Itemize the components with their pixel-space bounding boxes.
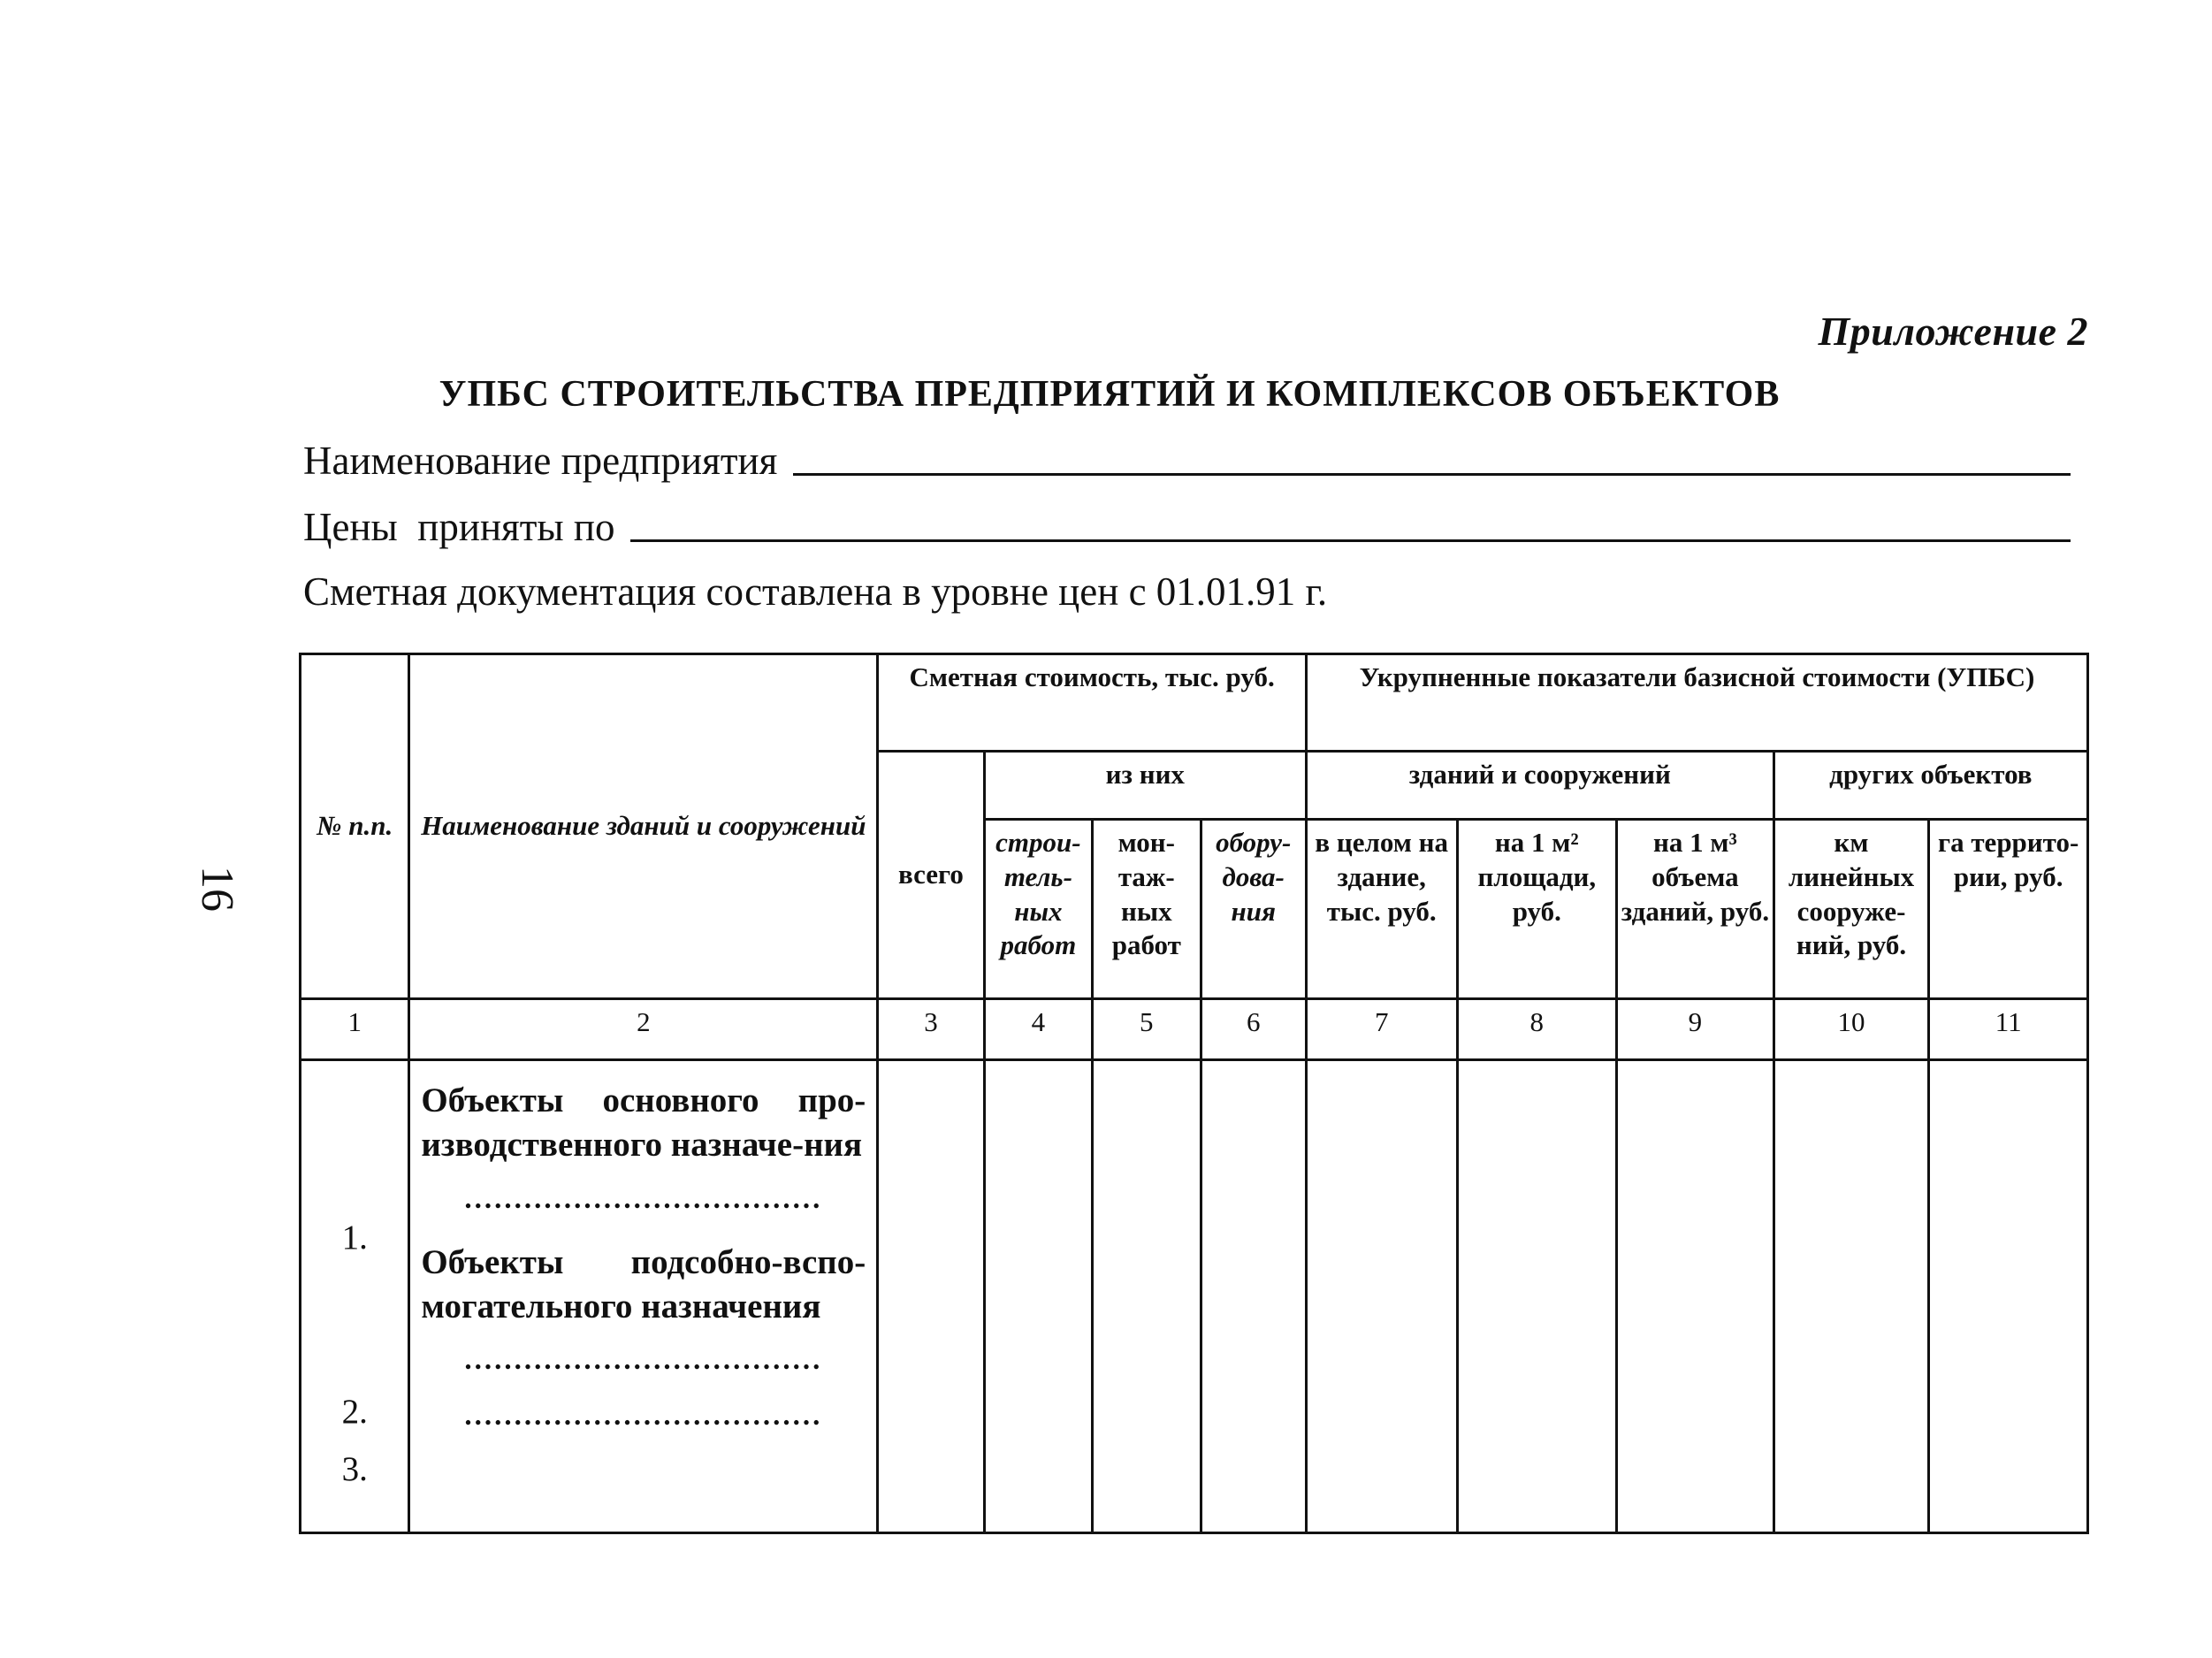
prices-field: [303, 504, 2071, 550]
column-number: 10: [1773, 999, 1929, 1060]
estimate-note-text: Сметная документация составлена в уровне цен с 01.01.91 г.: [303, 569, 1328, 614]
section-title-auxiliary: Объекты подсобно-вспо-могательного назначения: [421, 1242, 866, 1326]
header-per-km: км линейных сооруже-ний, руб.: [1773, 820, 1929, 999]
column-number: 9: [1617, 999, 1774, 1060]
prices-blank[interactable]: [630, 539, 2071, 542]
row-2-placeholder[interactable]: ....................................: [464, 1344, 823, 1377]
table-cell[interactable]: [1093, 1060, 1201, 1533]
document-title: УПБС СТРОИТЕЛЬСТВА ПРЕДПРИЯТИЙ И КОМПЛЕКСОВ ОБЪЕКТОВ: [439, 374, 1781, 415]
column-number: 2: [409, 999, 878, 1060]
names-cell: [409, 1060, 878, 1533]
estimate-note: [303, 569, 2071, 615]
row-3-placeholder[interactable]: ....................................: [464, 1400, 823, 1433]
table-cell[interactable]: [1201, 1060, 1306, 1533]
row-1-placeholder[interactable]: ....................................: [464, 1182, 823, 1215]
enterprise-name-field: [303, 438, 2071, 484]
column-number: 4: [984, 999, 1092, 1060]
upbs-table-container: [299, 653, 2089, 1534]
header-name: Наименование зданий и сооружений: [409, 654, 878, 999]
header-per-m2: на 1 м² площади, руб.: [1457, 820, 1617, 999]
table-cell[interactable]: [1929, 1060, 2088, 1533]
enterprise-name-blank[interactable]: [793, 473, 2071, 476]
row-number-2: 2.: [341, 1393, 368, 1431]
header-construction: строи-тель-ных работ: [984, 820, 1092, 999]
column-number: 5: [1093, 999, 1201, 1060]
header-estimated-cost: Сметная стоимость, тыс. руб.: [878, 654, 1307, 752]
table-cell[interactable]: [1773, 1060, 1929, 1533]
column-number-row: [301, 999, 2088, 1060]
row-numbers-cell: [301, 1060, 409, 1533]
column-number: 3: [878, 999, 984, 1060]
row-number-3: 3.: [341, 1450, 368, 1488]
header-whole-building: в целом на здание, тыс. руб.: [1306, 820, 1457, 999]
table-body-row: [301, 1060, 2088, 1533]
header-upbs: Укрупненные показатели базисной стоимости (УПБС): [1306, 654, 2087, 752]
header-installation: мон-таж-ных работ: [1093, 820, 1201, 999]
row-number-1: 1.: [341, 1219, 368, 1257]
column-number: 6: [1201, 999, 1306, 1060]
column-number: 7: [1306, 999, 1457, 1060]
header-per-ha: га террито-рии, руб.: [1929, 820, 2088, 999]
header-per-m3: на 1 м³ объема зданий, руб.: [1617, 820, 1774, 999]
page-number: 16: [192, 866, 242, 912]
column-number: 11: [1929, 999, 2088, 1060]
appendix-label: Приложение 2: [1818, 309, 2088, 354]
header-other-objects: других объектов: [1773, 752, 2087, 820]
table-cell[interactable]: [1617, 1060, 1774, 1533]
column-number: 8: [1457, 999, 1617, 1060]
table-cell[interactable]: [1457, 1060, 1617, 1533]
section-title-main: Объекты основного про-изводственного назначе-ния: [421, 1081, 866, 1164]
header-num: № п.п.: [301, 654, 409, 999]
upbs-table: [299, 653, 2089, 1534]
header-total: всего: [878, 752, 984, 999]
prices-label: Цены приняты по: [303, 505, 615, 549]
enterprise-name-label: Наименование предприятия: [303, 439, 778, 483]
header-equipment: обору-дова-ния: [1201, 820, 1306, 999]
table-cell[interactable]: [984, 1060, 1092, 1533]
header-of-which: из них: [984, 752, 1306, 820]
table-cell[interactable]: [878, 1060, 984, 1533]
table-cell[interactable]: [1306, 1060, 1457, 1533]
column-number: 1: [301, 999, 409, 1060]
header-buildings: зданий и сооружений: [1306, 752, 1773, 820]
